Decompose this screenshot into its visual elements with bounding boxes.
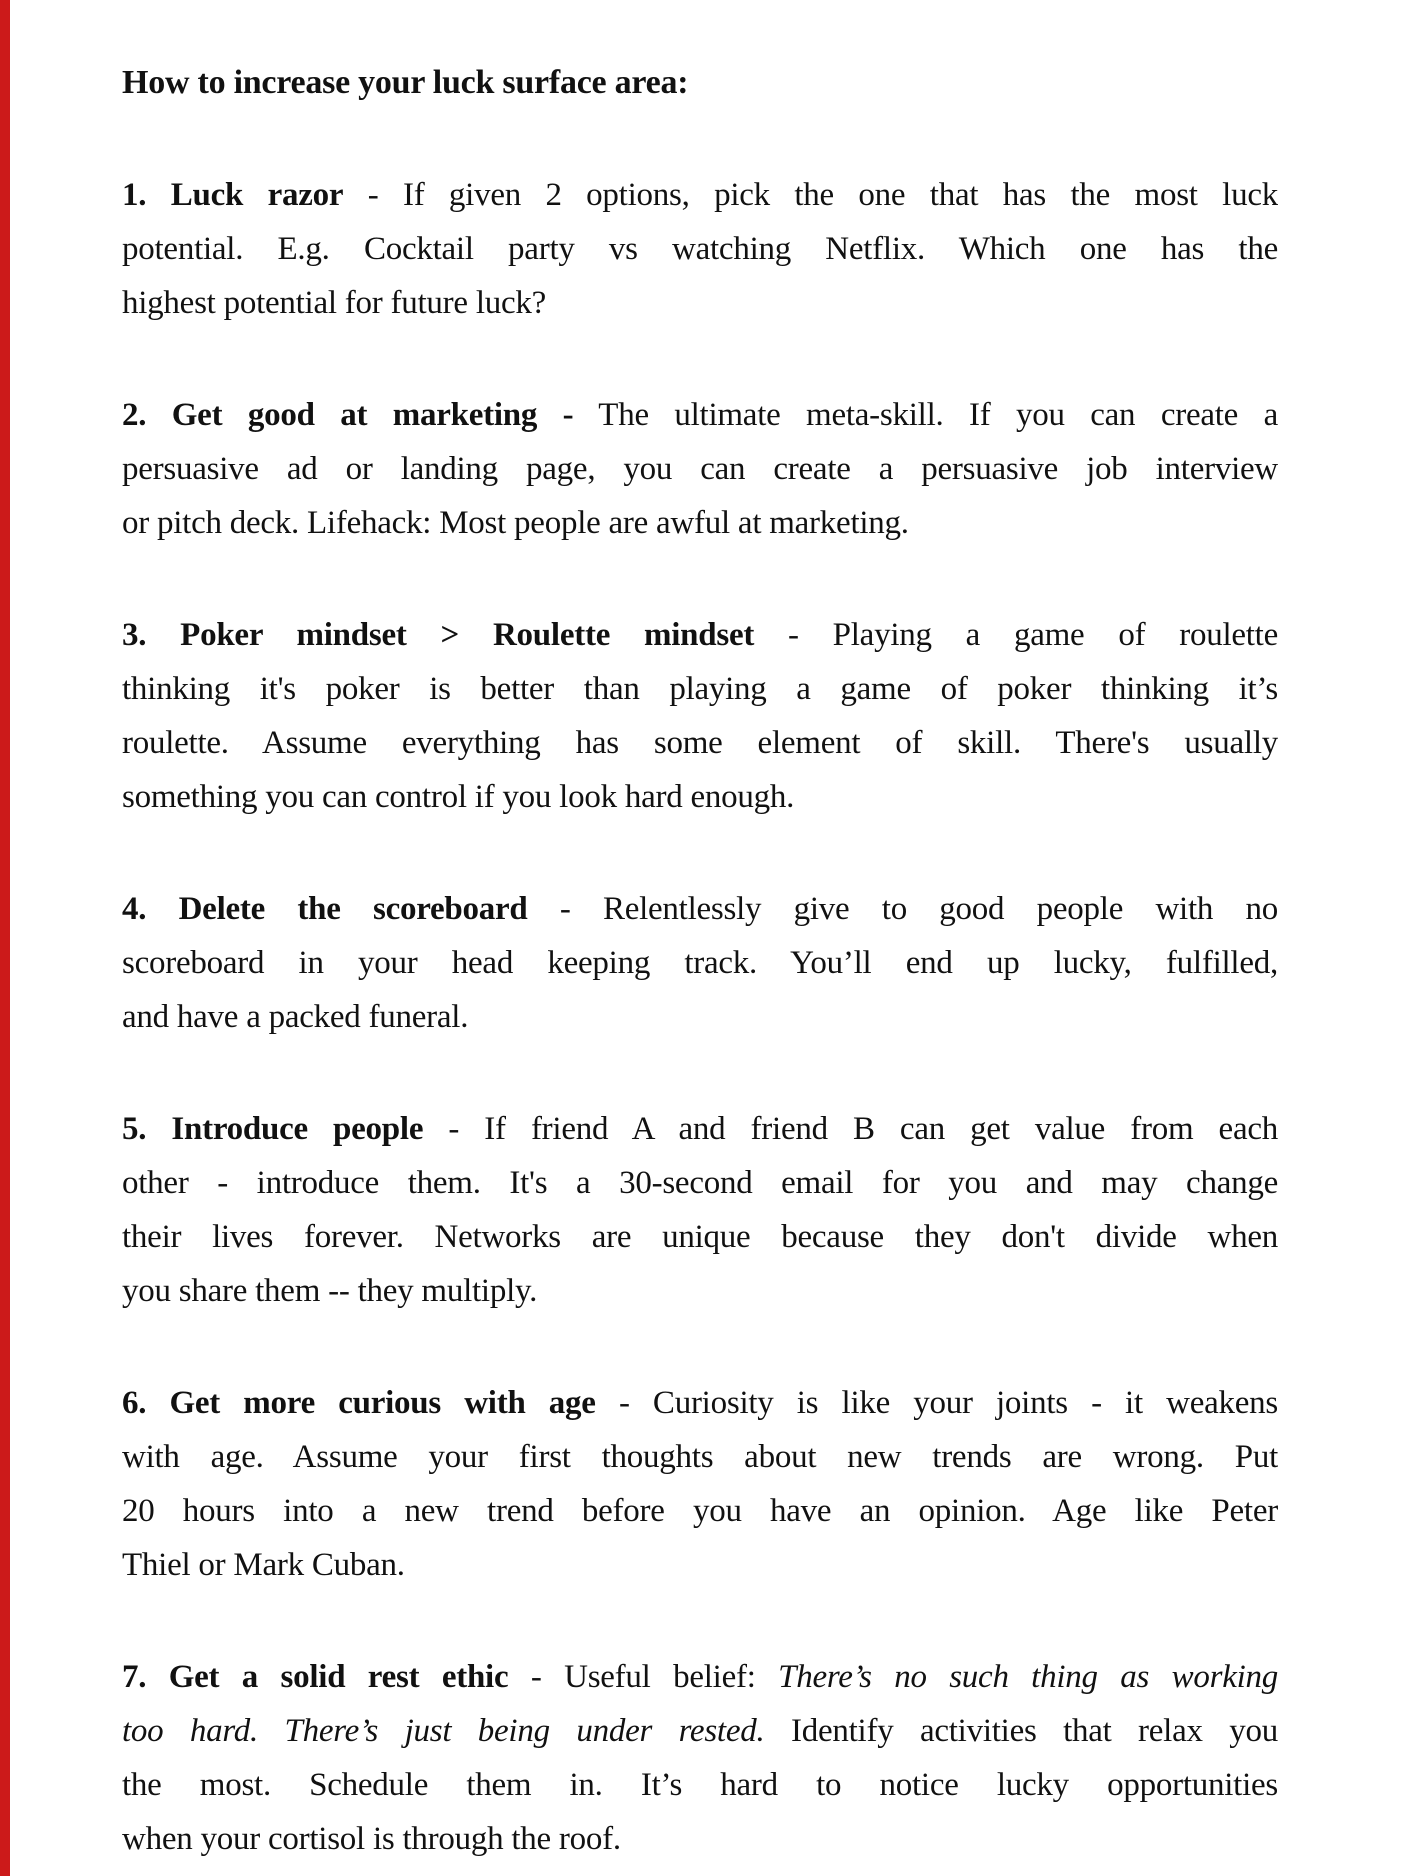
text-line	[122, 496, 1278, 550]
text-line	[122, 442, 1278, 496]
text-segment-regular: thinking it's poker is better than playing a game of poker thinking it’s	[122, 671, 1278, 707]
text-segment-regular: with age. Assume your first thoughts about new trends are wrong. Put	[122, 1439, 1278, 1475]
text-line	[122, 936, 1278, 990]
paragraph-3	[122, 608, 1278, 824]
text-segment-regular: - Curiosity is like your joints - it weakens	[595, 1385, 1278, 1421]
text-line	[122, 1758, 1278, 1812]
text-line	[122, 1484, 1278, 1538]
text-segment-regular: Identify activities that relax you	[764, 1713, 1278, 1749]
text-line	[122, 1812, 1278, 1866]
text-line	[122, 882, 1278, 936]
text-line	[122, 222, 1278, 276]
text-segment-regular: the most. Schedule them in. It’s hard to notice lucky opportunities	[122, 1767, 1278, 1803]
text-segment-regular: other - introduce them. It's a 30-second email for you and may change	[122, 1165, 1278, 1201]
text-segment-regular: persuasive ad or landing page, you can create a persuasive job interview	[122, 451, 1278, 487]
paragraph-4	[122, 882, 1278, 1044]
text-line	[122, 1264, 1278, 1318]
text-segment-regular: highest potential for future luck?	[122, 285, 547, 321]
text-segment-regular: something you can control if you look hard enough.	[122, 779, 795, 815]
text-line	[122, 1210, 1278, 1264]
text-segment-bold: 5. Introduce people	[122, 1111, 424, 1147]
text-segment-regular: or pitch deck. Lifehack: Most people are awful at marketing.	[122, 505, 909, 541]
text-segment-bold: 4. Delete the scoreboard	[122, 891, 528, 927]
text-segment-italic: There’s no such thing as working	[778, 1659, 1278, 1695]
text-line	[122, 1156, 1278, 1210]
text-line	[122, 716, 1278, 770]
text-segment-bold: 6. Get more curious with age	[122, 1385, 596, 1421]
text-line	[122, 388, 1278, 442]
text-segment-regular: when your cortisol is through the roof.	[122, 1821, 621, 1857]
text-line	[122, 168, 1278, 222]
text-segment-regular: you share them -- they multiply.	[122, 1273, 538, 1309]
text-segment-regular: - Useful belief:	[508, 1659, 779, 1695]
text-segment-regular: roulette. Assume everything has some element of skill. There's usually	[122, 725, 1278, 761]
paragraph-6	[122, 1376, 1278, 1592]
text-segment-bold: 2. Get good at marketing -	[122, 397, 574, 433]
text-line	[122, 1538, 1278, 1592]
text-segment-regular: - Playing a game of roulette	[754, 617, 1278, 653]
text-segment-regular: potential. E.g. Cocktail party vs watching Netflix. Which one has the	[122, 231, 1278, 267]
article	[122, 0, 1278, 1866]
text-segment-regular: - Relentlessly give to good people with no	[527, 891, 1278, 927]
text-segment-regular: and have a packed funeral.	[122, 999, 469, 1035]
paragraph-1	[122, 168, 1278, 330]
text-line	[122, 276, 1278, 330]
text-segment-bold: 7. Get a solid rest ethic	[122, 1659, 509, 1695]
text-line	[122, 990, 1278, 1044]
text-line	[122, 1650, 1278, 1704]
paragraph-7	[122, 1650, 1278, 1866]
paragraph-2	[122, 388, 1278, 550]
paragraph-list	[122, 168, 1278, 1866]
text-segment-regular: their lives forever. Networks are unique because they don't divide when	[122, 1219, 1278, 1255]
text-line	[122, 1430, 1278, 1484]
page-title: How to increase your luck surface area:	[122, 64, 689, 101]
left-accent-bar	[0, 0, 10, 1876]
text-segment-regular: 20 hours into a new trend before you have an opinion. Age like Peter	[122, 1493, 1278, 1529]
text-segment-regular: - If friend A and friend B can get value from each	[423, 1111, 1278, 1147]
text-line	[122, 1102, 1278, 1156]
text-segment-regular: Thiel or Mark Cuban.	[122, 1547, 405, 1583]
text-line	[122, 770, 1278, 824]
text-segment-bold: 3. Poker mindset > Roulette mindset	[122, 617, 755, 653]
paragraph-5	[122, 1102, 1278, 1318]
text-line	[122, 1704, 1278, 1758]
text-segment-regular: The ultimate meta-skill. If you can create a	[573, 397, 1278, 433]
text-line	[122, 1376, 1278, 1430]
text-segment-regular: - If given 2 options, pick the one that has the most luck	[343, 177, 1278, 213]
text-segment-italic: too hard. There’s just being under rested.	[122, 1713, 765, 1749]
text-segment-bold: 1. Luck razor	[122, 177, 344, 213]
text-line	[122, 662, 1278, 716]
text-line	[122, 608, 1278, 662]
text-segment-regular: scoreboard in your head keeping track. You’ll end up lucky, fulfilled,	[122, 945, 1278, 981]
